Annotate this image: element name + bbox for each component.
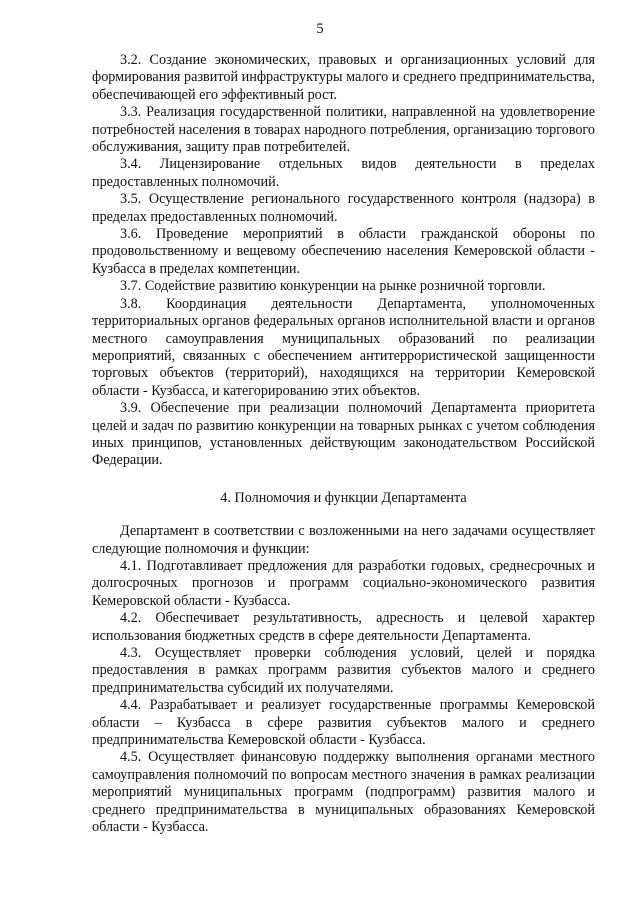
paragraph-3-3: 3.3. Реализация государственной политики, направленной на удовлетворение потребностей населения в товарах народного потребления, организацию торгового обслуживания, защиту прав потребителей. [92,104,595,156]
paragraph-3-9: 3.9. Обеспечение при реализации полномочий Департамента приоритета целей и задач по развитию конкуренции на товарных рынках с учетом соблюдения иных принципов, установленных действующим законодательством Российской Федерации. [92,400,595,469]
paragraph-4-4: 4.4. Разрабатывает и реализует государственные программы Кемеровской области – Кузбасса в сфере развития субъектов малого и среднего предпринимательства Кемеровской области - Кузбасса. [92,697,595,749]
section-4-intro: Департамент в соответствии с возложенными на него задачами осуществляет следующие полномочия и функции: [92,523,595,557]
paragraph-3-7: 3.7. Содействие развитию конкуренции на рынке розничной торговли. [120,278,546,295]
paragraph-4-1: 4.1. Подготавливает предложения для разработки годовых, среднесрочных и долгосрочных прогнозов и программ социально-экономического развития Кемеровской области - Кузбасса. [92,557,595,609]
paragraph-3-5: 3.5. Осуществление регионального государственного контроля (надзора) в пределах предоставленных полномочий. [92,191,595,225]
document-body [92,52,595,836]
paragraph-4-3: 4.3. Осуществляет проверки соблюдения условий, целей и порядка предоставления в рамках программ развития субъектов малого и среднего предпринимательства субсидий их получателями. [92,645,595,696]
paragraph-3-2: 3.2. Создание экономических, правовых и организационных условий для формирования развитой инфраструктуры малого и среднего предпринимательства, обеспечивающей его эффективный рост. [92,52,595,103]
paragraph-3-8: 3.8. Координация деятельности Департамента, уполномоченных территориальных органов федеральных органов исполнительной власти и органов местного самоуправления муниципальных образований по реализации мероприятий, связанных с обеспечением антитеррористической защищенности торговых объектов (территорий), находящихся на территории Кемеровской области - Кузбасса, и категорированию этих объектов. [92,295,595,399]
paragraph-4-2: 4.2. Обеспечивает результативность, адресность и целевой характер использования бюджетных средств в сфере деятельности Департамента. [92,610,595,644]
paragraph-4-5: 4.5. Осуществляет финансовую поддержку выполнения органами местного самоуправления полномочий по вопросам местного значения в рамках реализации мероприятий муниципальных программ (подпрограмм) развития малого и среднего предпринимательства в муниципальных образованиях Кемеровской области - Кузбасса. [92,749,595,836]
page-number: 5 [316,21,324,37]
paragraph-3-4: 3.4. Лицензирование отдельных видов деятельности в пределах предоставленных полномочий. [92,156,595,190]
paragraph-3-6: 3.6. Проведение мероприятий в области гражданской обороны по продовольственному и вещевому обеспечению населения Кемеровской области - Кузбасса в пределах компетенции. [92,226,595,277]
section-4-heading: 4. Полномочия и функции Департамента [220,489,467,506]
